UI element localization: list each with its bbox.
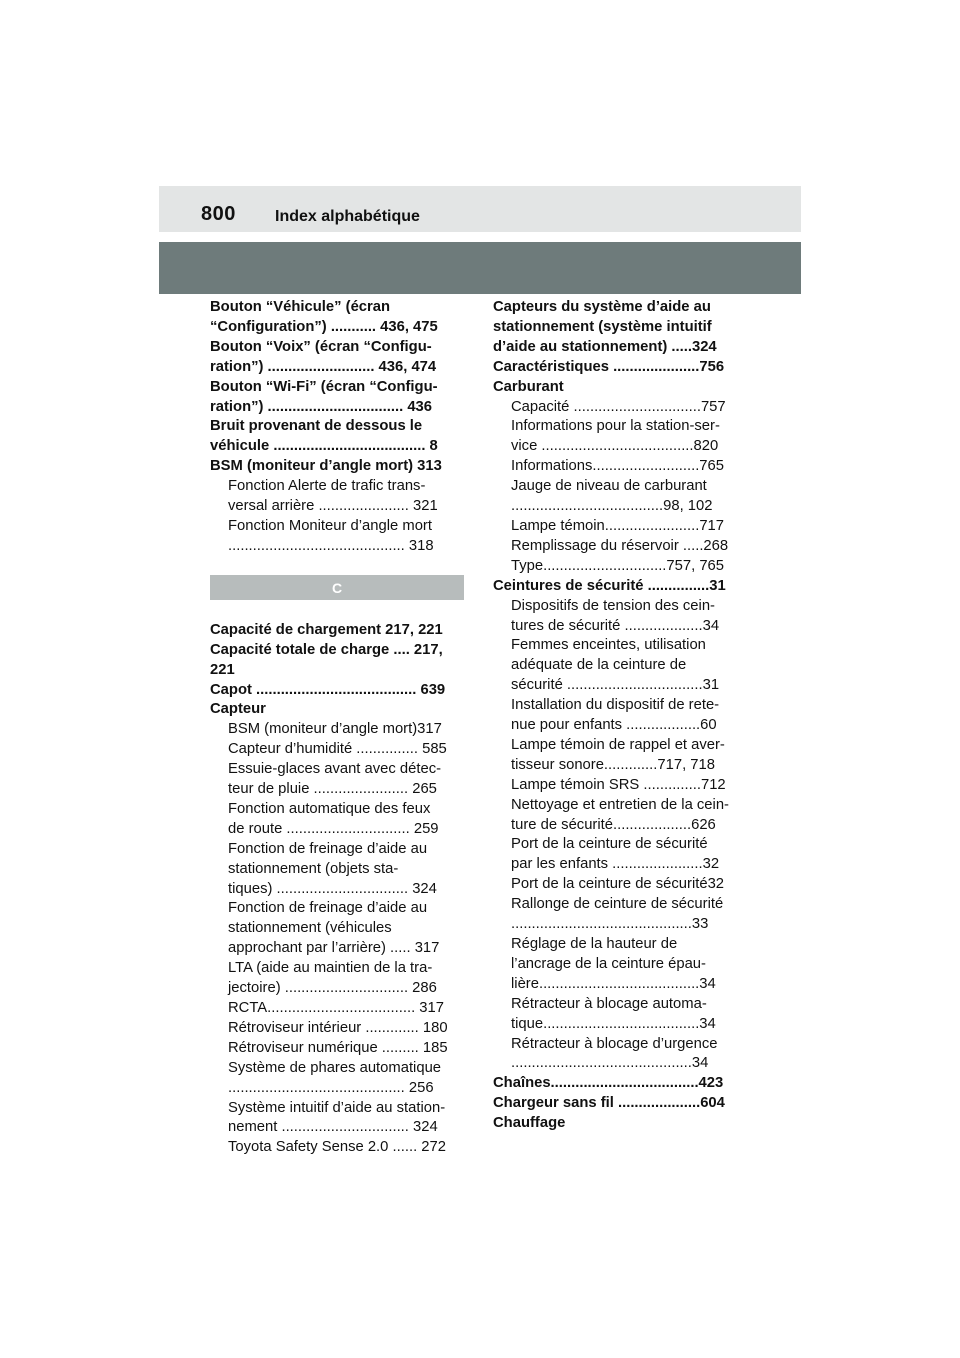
index-entry-line: Port de la ceinture de sécurité32 <box>511 876 725 893</box>
index-subentry <box>210 740 464 760</box>
index-entry-line: “Configuration”) ........... 436, 475 <box>210 318 438 335</box>
index-entry-line: Rétracteur à blocage d’urgence <box>511 1035 718 1052</box>
index-entry-line: Essuie-glaces avant avec détec- <box>228 761 442 778</box>
index-entry-line: Port de la ceinture de sécurité <box>511 836 708 853</box>
index-entry-line: Rétroviseur intérieur ............. 180 <box>228 1019 448 1036</box>
index-entry-line: Capteur d’humidité ............... 585 <box>228 741 447 758</box>
index-entry-line: jectoire) .............................. 286 <box>228 980 437 997</box>
index-entry-line: tiques) ................................ 324 <box>228 880 437 897</box>
index-subentry <box>493 875 744 895</box>
index-entry-line: Lampe témoin de rappel et aver- <box>511 736 725 753</box>
index-subentry <box>493 796 744 836</box>
index-subentry <box>493 995 744 1035</box>
section-header-c <box>210 575 464 600</box>
index-entry <box>493 1094 744 1114</box>
index-entry <box>493 378 744 398</box>
index-entry <box>493 298 744 358</box>
index-entry-line: stationnement (système intuitif <box>493 318 712 335</box>
index-subentry <box>493 736 744 776</box>
index-subentry <box>493 537 744 557</box>
index-entry-line: Fonction Alerte de trafic trans- <box>228 478 426 495</box>
index-entry-line: tique......................................34 <box>511 1015 716 1032</box>
index-entry-line: Caractéristiques .....................756 <box>493 358 725 375</box>
index-entry-line: Type..............................757, 765 <box>511 557 725 574</box>
index-subentry <box>210 760 464 800</box>
index-entry-line: .....................................98, 102 <box>511 498 713 515</box>
index-group-b <box>210 298 464 557</box>
index-subentry <box>210 1039 464 1059</box>
index-subentry <box>493 398 744 418</box>
index-subentry <box>210 1138 464 1158</box>
index-entry-line: Toyota Safety Sense 2.0 ...... 272 <box>228 1139 446 1156</box>
index-entry <box>210 681 464 701</box>
index-entry-line: Carburant <box>493 378 564 395</box>
index-entry-line: Capacité totale de charge .... 217, <box>210 641 443 658</box>
index-entry-line: Jauge de niveau de carburant <box>511 478 707 495</box>
index-entry-line: sécurité .................................31 <box>511 677 720 694</box>
index-entry-line: Rallonge de ceinture de sécurité <box>511 896 724 913</box>
index-entry <box>210 641 464 681</box>
index-entry <box>493 577 744 597</box>
section-letter: C <box>331 579 343 596</box>
index-entry-line: Bouton “Wi-Fi” (écran “Configu- <box>210 378 438 395</box>
index-entry-line: versal arrière ...................... 321 <box>228 498 438 515</box>
index-entry-line: Installation du dispositif de rete- <box>511 697 720 714</box>
index-entry-line: Fonction de freinage d’aide au <box>228 840 428 857</box>
index-subentry <box>493 1035 744 1075</box>
index-group-c-continued <box>493 298 744 1134</box>
index-entry-line: Rétracteur à blocage automa- <box>511 995 707 1012</box>
index-entry-line: Lampe témoin SRS ..............712 <box>511 776 726 793</box>
page-header <box>159 186 801 232</box>
index-entry-line: stationnement (objets sta- <box>228 860 399 877</box>
header-title: Index alphabétique <box>275 208 420 225</box>
index-entry-line: Femmes enceintes, utilisation <box>511 637 706 654</box>
index-entry-line: l’ancrage de la ceinture épau- <box>511 955 706 972</box>
index-entry-line: Nettoyage et entretien de la cein- <box>511 796 729 813</box>
index-entry-line: nement ............................... 324 <box>228 1119 438 1136</box>
index-entry <box>210 700 464 720</box>
index-entry-line: tures de sécurité ...................34 <box>511 617 720 634</box>
index-subentry <box>210 959 464 999</box>
index-subentry <box>493 835 744 875</box>
index-entry-line: Capot ....................................... 639 <box>210 681 446 698</box>
index-group-c <box>210 621 464 1158</box>
index-entry-line: Réglage de la hauteur de <box>511 936 678 952</box>
index-column-left <box>210 298 464 1158</box>
index-entry-line: Fonction automatique des feux <box>228 800 431 817</box>
index-entry-line: Lampe témoin.......................717 <box>511 517 725 534</box>
index-entry-line: d’aide au stationnement) .....324 <box>493 338 717 355</box>
index-entry-line: Rétroviseur numérique ......... 185 <box>228 1039 448 1056</box>
index-entry-line: véhicule ..................................... 8 <box>210 438 438 455</box>
index-subentry <box>210 517 464 557</box>
index-entry-line: Chargeur sans fil ....................604 <box>493 1095 725 1112</box>
index-entry-line: ration”) ................................. 436 <box>210 398 433 415</box>
index-subentry <box>210 477 464 517</box>
index-entry-line: RCTA.................................... 317 <box>228 1000 444 1016</box>
index-entry-line: par les enfants ......................32 <box>511 856 720 873</box>
index-entry <box>210 378 464 418</box>
index-entry-line: Dispositifs de tension des cein- <box>511 597 715 614</box>
index-entry-line: teur de pluie ....................... 265 <box>228 781 437 798</box>
index-entry-line: Fonction de freinage d’aide au <box>228 900 428 917</box>
index-entry <box>210 338 464 378</box>
index-entry <box>210 457 464 477</box>
page-number: 800 <box>201 203 236 225</box>
index-entry-line: Capteurs du système d’aide au <box>493 299 711 315</box>
index-entry <box>210 298 464 338</box>
index-subentry <box>210 1099 464 1139</box>
index-entry-line: nue pour enfants ..................60 <box>511 717 717 734</box>
index-entry-line: Capacité de chargement 217, 221 <box>210 621 443 638</box>
index-entry-line: Bouton “Voix” (écran “Configu- <box>210 338 432 355</box>
index-entry <box>210 621 464 641</box>
index-entry-line: Chauffage <box>493 1115 566 1132</box>
index-entry-line: LTA (aide au maintien de la tra- <box>228 960 433 977</box>
index-subentry <box>493 477 744 517</box>
index-subentry <box>493 417 744 457</box>
index-subentry <box>210 1059 464 1099</box>
index-entry-line: ............................................34 <box>511 1055 709 1072</box>
index-entry-line: ............................................33 <box>511 916 709 933</box>
index-subentry <box>210 1019 464 1039</box>
index-entry-line: BSM (moniteur d’angle mort) 313 <box>210 458 442 475</box>
index-entry-line: Bruit provenant de dessous le <box>210 418 423 435</box>
index-column-right <box>493 298 744 1134</box>
index-entry <box>493 1074 744 1094</box>
index-subentry <box>210 720 464 740</box>
index-entry-line: Fonction Moniteur d’angle mort <box>228 517 432 534</box>
index-entry-line: Ceintures de sécurité ...............31 <box>493 577 726 594</box>
index-entry-line: Bouton “Véhicule” (écran <box>210 299 391 315</box>
index-subentry <box>493 776 744 796</box>
index-entry-line: Informations..........................765 <box>511 458 724 475</box>
index-entry <box>493 1114 744 1134</box>
index-subentry <box>210 840 464 900</box>
index-entry-line: vice .....................................820 <box>511 438 719 455</box>
header-tab-band <box>159 242 801 294</box>
index-entry-line: ration”) .......................... 436, 474 <box>210 358 437 375</box>
index-subentry <box>493 517 744 537</box>
index-entry-line: approchant par l’arrière) ..... 317 <box>228 940 440 957</box>
index-subentry <box>493 557 744 577</box>
index-subentry <box>493 696 744 736</box>
index-entry-line: Système intuitif d’aide au station- <box>228 1099 446 1116</box>
index-entry-line: Chaînes....................................423 <box>493 1075 724 1092</box>
index-entry-line: adéquate de la ceinture de <box>511 657 687 674</box>
index-entry-line: tisseur sonore.............717, 718 <box>511 756 715 773</box>
index-entry-line: BSM (moniteur d’angle mort)317 <box>228 721 442 738</box>
index-subentry <box>493 895 744 935</box>
index-subentry <box>493 597 744 637</box>
index-subentry <box>210 999 464 1019</box>
index-subentry <box>493 457 744 477</box>
index-subentry <box>493 935 744 995</box>
index-entry-line: ........................................... 318 <box>228 537 434 554</box>
index-entry-line: lière.......................................34 <box>511 975 716 992</box>
index-entry-line: Remplissage du réservoir .....268 <box>511 537 729 554</box>
index-entry-line: de route .............................. 259 <box>228 820 439 837</box>
index-entry <box>210 417 464 457</box>
index-subentry <box>210 899 464 959</box>
index-entry-line: Informations pour la station-ser- <box>511 418 720 435</box>
index-subentry <box>493 636 744 696</box>
index-entry-line: Système de phares automatique <box>228 1059 442 1076</box>
index-entry-line: Capteur <box>210 701 266 718</box>
index-entry-line: ture de sécurité...................626 <box>511 816 716 833</box>
index-entry-line: stationnement (véhicules <box>228 920 392 937</box>
index-entry-line: Capacité ...............................757 <box>511 398 726 415</box>
index-entry-line: 221 <box>210 661 235 678</box>
index-entry-line: ........................................... 256 <box>228 1079 434 1096</box>
index-subentry <box>210 800 464 840</box>
index-entry <box>493 358 744 378</box>
